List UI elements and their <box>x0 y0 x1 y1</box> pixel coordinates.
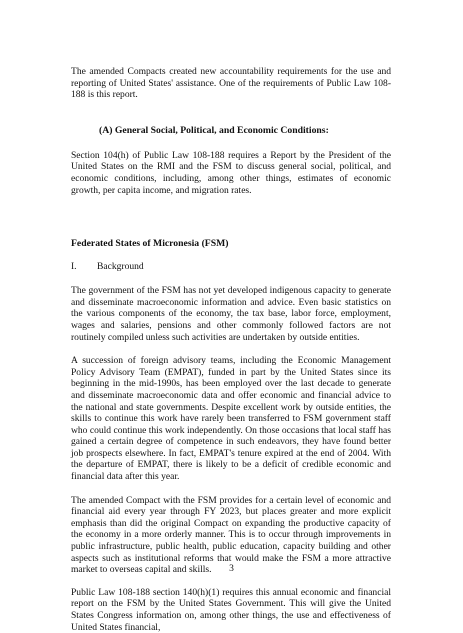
page-number: 3 <box>229 563 234 574</box>
subsection-title: Background <box>97 261 144 273</box>
fsm-paragraph-public-law: Public Law 108-188 section 140(h)(1) requires this annual economic and financial report on the FSM by the United States Government. This will give the United States Congress information on, among other things, the use and effectiveness of United States financial, <box>71 586 391 633</box>
subsection-heading <box>71 261 391 273</box>
fsm-paragraph-government: The government of the FSM has not yet developed indigenous capacity to generate and disseminate macroeconomic information and advice. Even basic statistics on the various components of the economy, the tax base, labor force, employment, wages and salaries, pensions and other commonly followed factors are not routinely compiled unless such activities are undertaken by outside entities. <box>71 285 391 343</box>
fsm-paragraph-amended-compact: The amended Compact with the FSM provides for a certain level of economic and financial aid every year through FY 2023, but places greater and more explicit emphasis than did the original Compact on expanding the productive capacity of the economy in a more orderly manner. This is to occur through improvements in public infrastructure, public health, public education, capacity building and other aspects such as institutional reforms that would make the FSM a more attractive market to overseas capital and skills. <box>71 494 391 576</box>
fsm-section-heading: Federated States of Micronesia (FSM) <box>71 238 229 250</box>
section-a-heading: (A) General Social, Political, and Economic Conditions: <box>99 124 329 136</box>
intro-paragraph: The amended Compacts created new accountability requirements for the use and reporting of United States' assistance. One of the requirements of Public Law 108-188 is this report. <box>71 66 391 101</box>
section-a-paragraph: Section 104(h) of Public Law 108-188 requires a Report by the President of the United States on the RMI and the FSM to discuss general social, political, and economic conditions, including, among other things, estimates of economic growth, per capita income, and migration rates. <box>71 149 391 196</box>
fsm-paragraph-advisory-teams: A succession of foreign advisory teams, including the Economic Management Policy Advisory Team (EMPAT), funded in part by the United States since its beginning in the mid-1990s, has been employed over the last decade to generate and disseminate macroeconomic data and offer economic and financial advice to the national and state governments. Despite excellent work by outside entities, the skills to continue this work have rarely been transferred to FSM government staff who could continue this work independently. On those occasions that local staff has gained a certain degree of competence in such endeavors, they have found better job prospects elsewhere. In fact, EMPAT's tenure expired at the end of 2004. With the departure of EMPAT, there is likely to be a deficit of credible economic and financial data after this year. <box>71 355 391 483</box>
subsection-number: I. <box>71 261 77 273</box>
